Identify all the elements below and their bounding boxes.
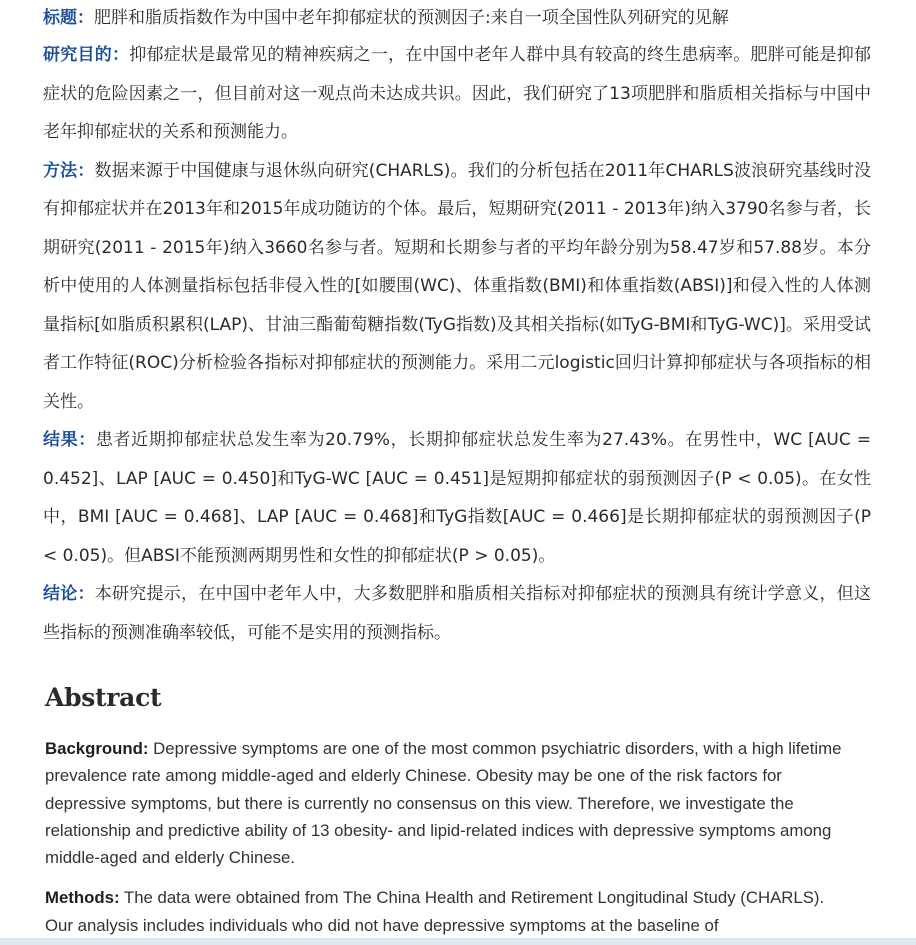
abstract-background-text: Depressive symptoms are one of the most common psychiatric disorders, with a high lifetime prevalence rate among middle-aged and elderly Chinese. Obesity may be one of the risk factors for depressive symptoms, but there is currently no consensus on this view. Therefore, we investigate the relationship and predictive ability of 13 obesity- and lipid-related indices with depressive symptoms among middle-aged and elderly Chinese. [45,739,842,868]
abstract-background-paragraph [45,735,845,871]
zh-results-text: 患者近期抑郁症状总发生率为20.79%，长期抑郁症状总发生率为27.43%。在男性中，WC [AUC = 0.452]、LAP [AUC = 0.450]和TyG-WC [AUC = 0.451]是短期抑郁症状的弱预测因子(P < 0.05)。在女性中，BMI [AUC = 0.468]、LAP [AUC = 0.468]和TyG指数[AUC = 0.466]是长期抑郁症状的弱预测因子(P < 0.05)。但ABSI不能预测两期男性和女性的抑郁症状(P > 0.05)。 [43,430,872,566]
zh-title-label: 标题： [43,8,94,28]
zh-objective-paragraph [43,36,871,152]
english-abstract [45,735,845,945]
zh-conclusion-label: 结论： [43,584,95,604]
zh-methods-text: 数据来源于中国健康与退休纵向研究(CHARLS)。我们的分析包括在2011年CHARLS波浪研究基线时没有抑郁症状并在2013年和2015年成功随访的个体。最后，短期研究(2011 - 2013年)纳入3790名参与者，长期研究(2011 - 2015年)纳入3660名参与者。短期和长期参与者的平均年龄分别为58.47岁和57.88岁。本分析中使用的人体测量指标包括非侵入性的[如腰围(WC)、体重指数(BMI)和体重指数(ABSI)]和侵入性的人体测量指标[如脂质积累积(LAP)、甘油三酯葡萄糖指数(TyG指数)及其相关指标(如TyG-BMI和TyG-WC)]。采用受试者工作特征(ROC)分析检验各指标对抑郁症状的预测能力。采用二元logistic回归计算抑郁症状与各项指标的相关性。 [43,160,872,412]
chinese-summary [43,0,871,652]
zh-title-paragraph [43,0,871,36]
zh-conclusion-text: 本研究提示，在中国中老年人中，大多数肥胖和脂质相关指标对抑郁症状的预测具有统计学意义，但这些指标的预测准确率较低，可能不是实用的预测指标。 [43,584,872,643]
zh-results-paragraph [43,421,871,575]
abstract-methods-label: Methods: [45,888,120,908]
zh-conclusion-paragraph [43,575,871,652]
abstract-methods-paragraph [45,884,845,939]
bottom-scroll-bar [0,938,916,945]
zh-methods-paragraph [43,152,871,422]
zh-results-label: 结果： [43,430,96,450]
abstract-heading: Abstract [45,683,162,712]
zh-objective-text: 抑郁症状是最常见的精神疾病之一，在中国中老年人群中具有较高的终生患病率。肥胖可能是抑郁症状的危险因素之一，但目前对这一观点尚未达成共识。因此，我们研究了13项肥胖和脂质相关指标与中国中老年抑郁症状的关系和预测能力。 [43,45,872,142]
abstract-methods-text: The data were obtained from The China Health and Retirement Longitudinal Study (CHARLS). Our analysis includes individuals who did not have depressive symptoms at the baseline of [45,888,825,935]
abstract-background-label: Background: [45,739,149,758]
zh-objective-label: 研究目的： [43,45,130,65]
zh-methods-label: 方法： [43,160,95,181]
zh-title-text: 肥胖和脂质指数作为中国中老年抑郁症状的预测因子:来自一项全国性队列研究的见解 [94,8,729,28]
